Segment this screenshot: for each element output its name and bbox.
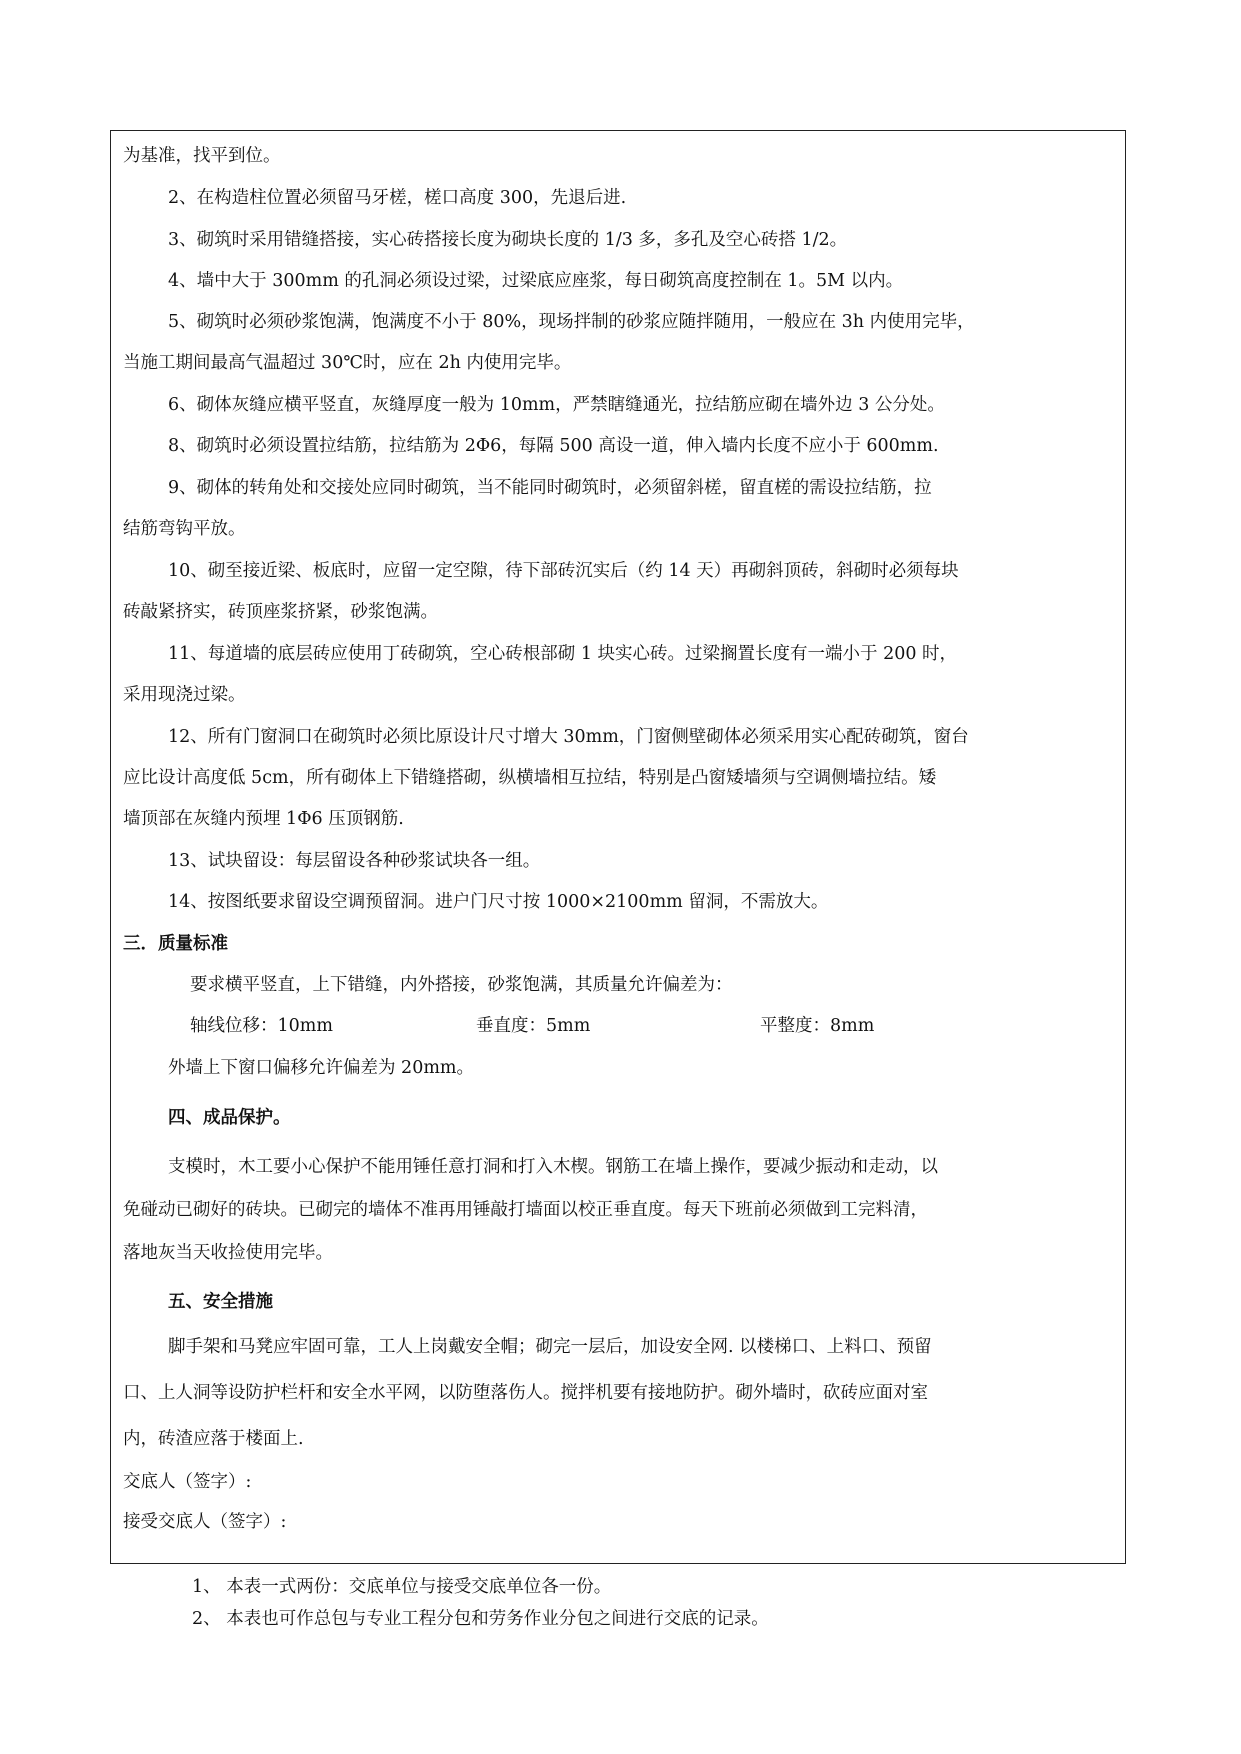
signature-label-discloser: 交底人（签字）:: [123, 1472, 252, 1492]
tolerance-vertical: 垂直度：5mm: [476, 1016, 591, 1036]
signature-label-receiver: 接受交底人（签字）:: [123, 1512, 287, 1532]
text-line: 采用现浇过梁。: [123, 685, 246, 705]
text-line: 10、砌至接近梁、板底时，应留一定空隙，待下部砖沉实后（约 14 天）再砌斜顶砖，斜砌时必须每块: [168, 561, 959, 581]
section-heading: 四、成品保护。: [168, 1108, 291, 1128]
text-line: 2、在构造柱位置必须留马牙槎，槎口高度 300，先退后进.: [168, 188, 627, 208]
text-line: 4、墙中大于 300mm 的孔洞必须设过梁，过梁底应座浆，每日砌筑高度控制在 1。5M 以内。: [168, 271, 904, 291]
tolerance-axis: 轴线位移：10mm: [190, 1016, 333, 1036]
text-line: 14、按图纸要求留设空调预留洞。进户门尺寸按 1000×2100mm 留洞，不需放大。: [168, 892, 829, 912]
text-line: 8、砌筑时必须设置拉结筋，拉结筋为 2Φ6，每隔 500 高设一道，伸入墙内长度不应小于 600mm.: [168, 436, 939, 456]
text-line: 9、砌体的转角处和交接处应同时砌筑，当不能同时砌筑时，必须留斜槎，留直槎的需设拉结筋，拉: [168, 478, 932, 498]
section-heading: 五、安全措施: [168, 1292, 273, 1312]
text-line: 5、砌筑时必须砂浆饱满，饱满度不小于 80%，现场拌制的砂浆应随拌随用，一般应在 3h 内使用完毕，: [168, 312, 975, 332]
text-line: 外墙上下窗口偏移允许偏差为 20mm。: [168, 1058, 475, 1078]
text-line: 为基准，找平到位。: [123, 146, 281, 166]
text-line: 11、每道墙的底层砖应使用丁砖砌筑，空心砖根部砌 1 块实心砖。过梁搁置长度有一端小于 200 时，: [168, 644, 958, 664]
text-line: 墙顶部在灰缝内预埋 1Φ6 压顶钢筋.: [123, 809, 404, 829]
text-line: 13、试块留设：每层留设各种砂浆试块各一组。: [168, 851, 541, 871]
footnote: 2、 本表也可作总包与专业工程分包和劳务作业分包之间进行交底的记录。: [192, 1609, 769, 1629]
text-line: 砖敲紧挤实，砖顶座浆挤紧，砂浆饱满。: [123, 602, 438, 622]
text-line: 应比设计高度低 5cm，所有砌体上下错缝搭砌，纵横墙相互拉结，特别是凸窗矮墙须与空调侧墙拉结。矮: [123, 768, 937, 788]
text-line: 脚手架和马凳应牢固可靠，工人上岗戴安全帽；砌完一层后，加设安全网. 以楼梯口、上料口、预留: [168, 1337, 932, 1357]
footnote: 1、 本表一式两份：交底单位与接受交底单位各一份。: [192, 1577, 612, 1597]
text-line: 口、上人洞等设防护栏杆和安全水平网，以防堕落伤人。搅拌机要有接地防护。砌外墙时，砍砖应面对室: [123, 1383, 928, 1403]
text-line: 免碰动已砌好的砖块。已砌完的墙体不准再用锤敲打墙面以校正垂直度。每天下班前必须做到工完料清，: [123, 1200, 928, 1220]
text-line: 3、砌筑时采用错缝搭接，实心砖搭接长度为砌块长度的 1/3 多，多孔及空心砖搭 1/2。: [168, 230, 848, 250]
text-line: 要求横平竖直，上下错缝，内外搭接，砂浆饱满，其质量允许偏差为：: [190, 975, 733, 995]
text-line: 6、砌体灰缝应横平竖直，灰缝厚度一般为 10mm，严禁瞎缝通光，拉结筋应砌在墙外边 3 公分处。: [168, 395, 945, 415]
text-line: 12、所有门窗洞口在砌筑时必须比原设计尺寸增大 30mm，门窗侧壁砌体必须采用实心配砖砌筑，窗台: [168, 727, 969, 747]
section-heading: 三．质量标准: [123, 934, 228, 954]
text-line: 内，砖渣应落于楼面上.: [123, 1429, 304, 1449]
text-line: 支模时，木工要小心保护不能用锤任意打洞和打入木楔。钢筋工在墙上操作，要减少振动和走动，以: [168, 1157, 938, 1177]
tolerance-flatness: 平整度：8mm: [760, 1016, 875, 1036]
text-line: 结筋弯钩平放。: [123, 519, 246, 539]
text-line: 当施工期间最高气温超过 30℃时，应在 2h 内使用完毕。: [123, 353, 572, 373]
text-line: 落地灰当天收捡使用完毕。: [123, 1243, 333, 1263]
